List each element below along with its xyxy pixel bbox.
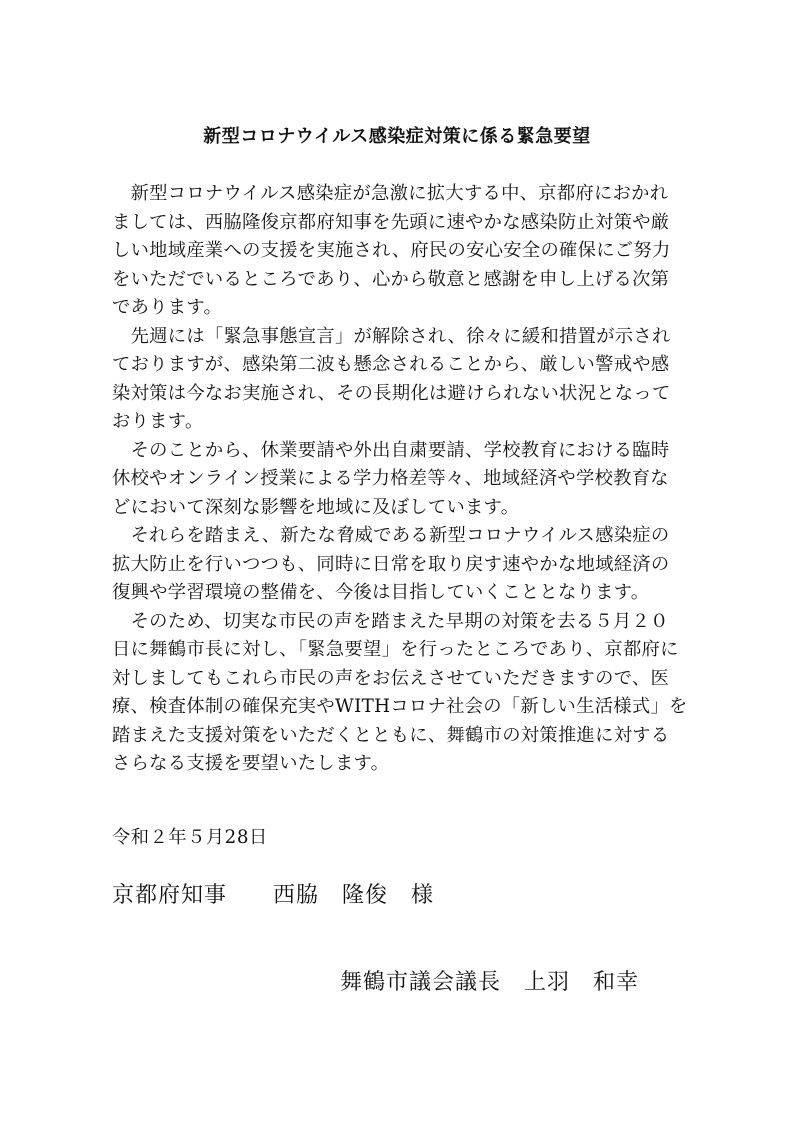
body-line: そのため、切実な市民の声を踏まえた早期の対策を去る５月２０	[112, 610, 669, 632]
body-line: 対しましてもこれら市民の声をお伝えさせていただきますので、医	[112, 667, 670, 689]
document-date: 令和２年５月28日	[112, 827, 268, 848]
recipient-line: 京都府知事 西脇 隆俊 様	[112, 883, 435, 908]
body-line: であります。	[112, 297, 223, 318]
body-line: それらを踏まえ、新たな脅威である新型コロナウイルス感染症の	[112, 525, 670, 546]
body-line: しい地域産業への支援を実施され、府民の安心安全の確保にご努力	[112, 240, 671, 261]
body-line: 新型コロナウイルス感染症が急激に拡大する中、京都府におかれ	[112, 183, 669, 204]
body-line: 復興や学習環境の整備を、今後は目指していくこととなります。	[112, 582, 650, 603]
body-line: そのことから、休業要請や外出自粛要請、学校教育における臨時	[112, 439, 670, 461]
body-line: おります。	[112, 411, 204, 432]
body-line: 染対策は今なお実施され、その長期化は避けられない状況となって	[112, 382, 671, 404]
document-body	[112, 180, 688, 779]
body-line: 日に舞鶴市長に対し、「緊急要望」を行ったところであり、京都府に	[112, 639, 679, 660]
body-line: 拡大防止を行いつつも、同時に日常を取り戻す速やかな地域経済の	[112, 553, 670, 575]
body-line: 踏まえた支援対策をいただくとともに、舞鶴市の対策推進に対する	[112, 724, 670, 746]
body-line: をいただでいるところであり、心から敬意と感謝を申し上げる次第	[112, 268, 670, 290]
body-line: 先週には「緊急事態宣言」が解除され、徐々に緩和措置が示され	[112, 325, 671, 347]
body-line: ましては、西脇隆俊京都府知事を先頭に速やかな感染防止対策や厳	[112, 211, 670, 233]
body-line: 休校やオンライン授業による学力格差等々、地域経済や学校教育な	[112, 468, 669, 489]
body-line: どにおいて深刻な影響を地域に及ぼしています。	[112, 496, 520, 518]
body-line: さらなる支援を要望いたします。	[112, 753, 390, 774]
sender-line: 舞鶴市議会議長 上羽 和幸	[340, 970, 640, 995]
body-line: 療、検査体制の確保充実やWITHコロナ社会の「新しい生活様式」を	[112, 696, 688, 717]
body-line: ておりますが、感染第二波も懸念されることから、厳しい警戒や感	[112, 354, 670, 375]
document-title: 新型コロナウイルス感染症対策に係る緊急要望	[203, 126, 591, 147]
